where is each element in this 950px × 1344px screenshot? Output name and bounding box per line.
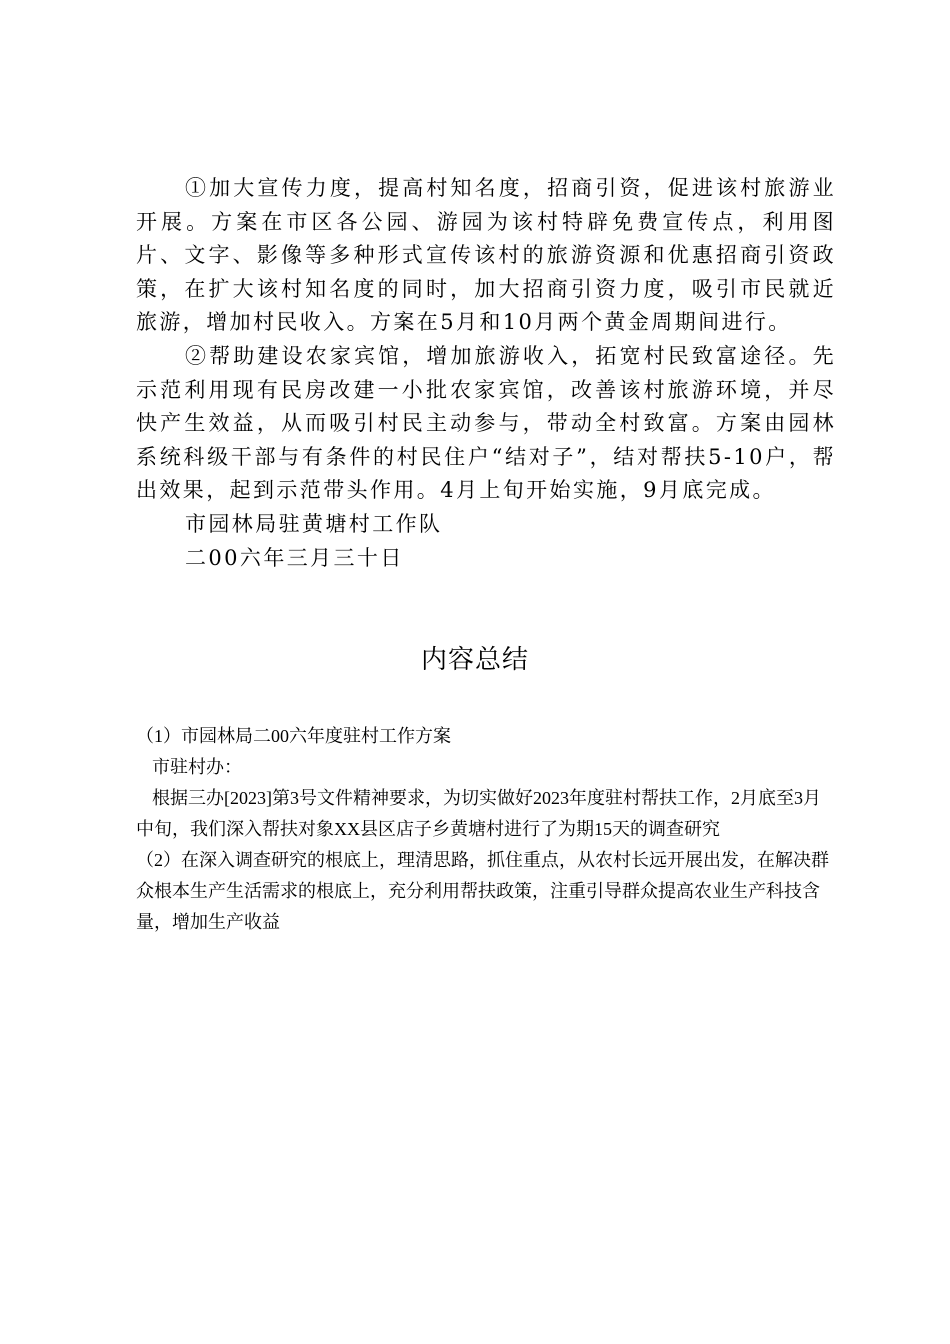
signature-date: 二00六年三月三十日 xyxy=(185,545,404,570)
paragraph-promotion: ①加大宣传力度，提高村知名度，招商引资，促进该村旅游业开展。方案在市区各公园、游园为该村特辟免费宣传点，利用图片、文字、影像等多种形式宣传该村的旅游资源和优惠招商引资政策，在扩大该村知名度的同时，加大招商引资力度，吸引市民就近旅游，增加村民收入。方案在5月和10月两个黄金周期间进行。 xyxy=(136,176,836,335)
body-text xyxy=(136,172,836,575)
summary-section xyxy=(136,721,836,938)
paragraph-farmhouse-hotel: ②帮助建设农家宾馆，增加旅游收入，拓宽村民致富途径。先示范利用现有民房改建一小批农家宾馆，改善该村旅游环境，并尽快产生效益，从而吸引村民主动参与，带动全村致富。方案由园林系统科级干部与有条件的村民住户“结对子”，结对帮扶5-10户，帮出效果，起到示范带头作用。4月上旬开始实施，9月底完成。 xyxy=(136,343,836,503)
summary-item-1: （1）市园林局二00六年度驻村工作方案 xyxy=(136,726,451,746)
signature-organization: 市园林局驻黄塘村工作队 xyxy=(185,511,443,536)
summary-title: 内容总结 xyxy=(420,645,529,675)
summary-addressee: 市驻村办： xyxy=(152,757,242,777)
summary-item-1-body: 根据三办[2023]第3号文件精神要求，为切实做好2023年度驻村帮扶工作，2月底至3月中旬，我们深入帮扶对象XX县区店子乡黄塘村进行了为期15天的调查研究 xyxy=(136,788,821,839)
summary-item-2: （2）在深入调查研究的根底上，理清思路，抓住重点，从农村长远开展出发，在解决群众根本生产生活需求的根底上，充分利用帮扶政策，注重引导群众提高农业生产科技含量，增加生产收益 xyxy=(136,850,829,932)
